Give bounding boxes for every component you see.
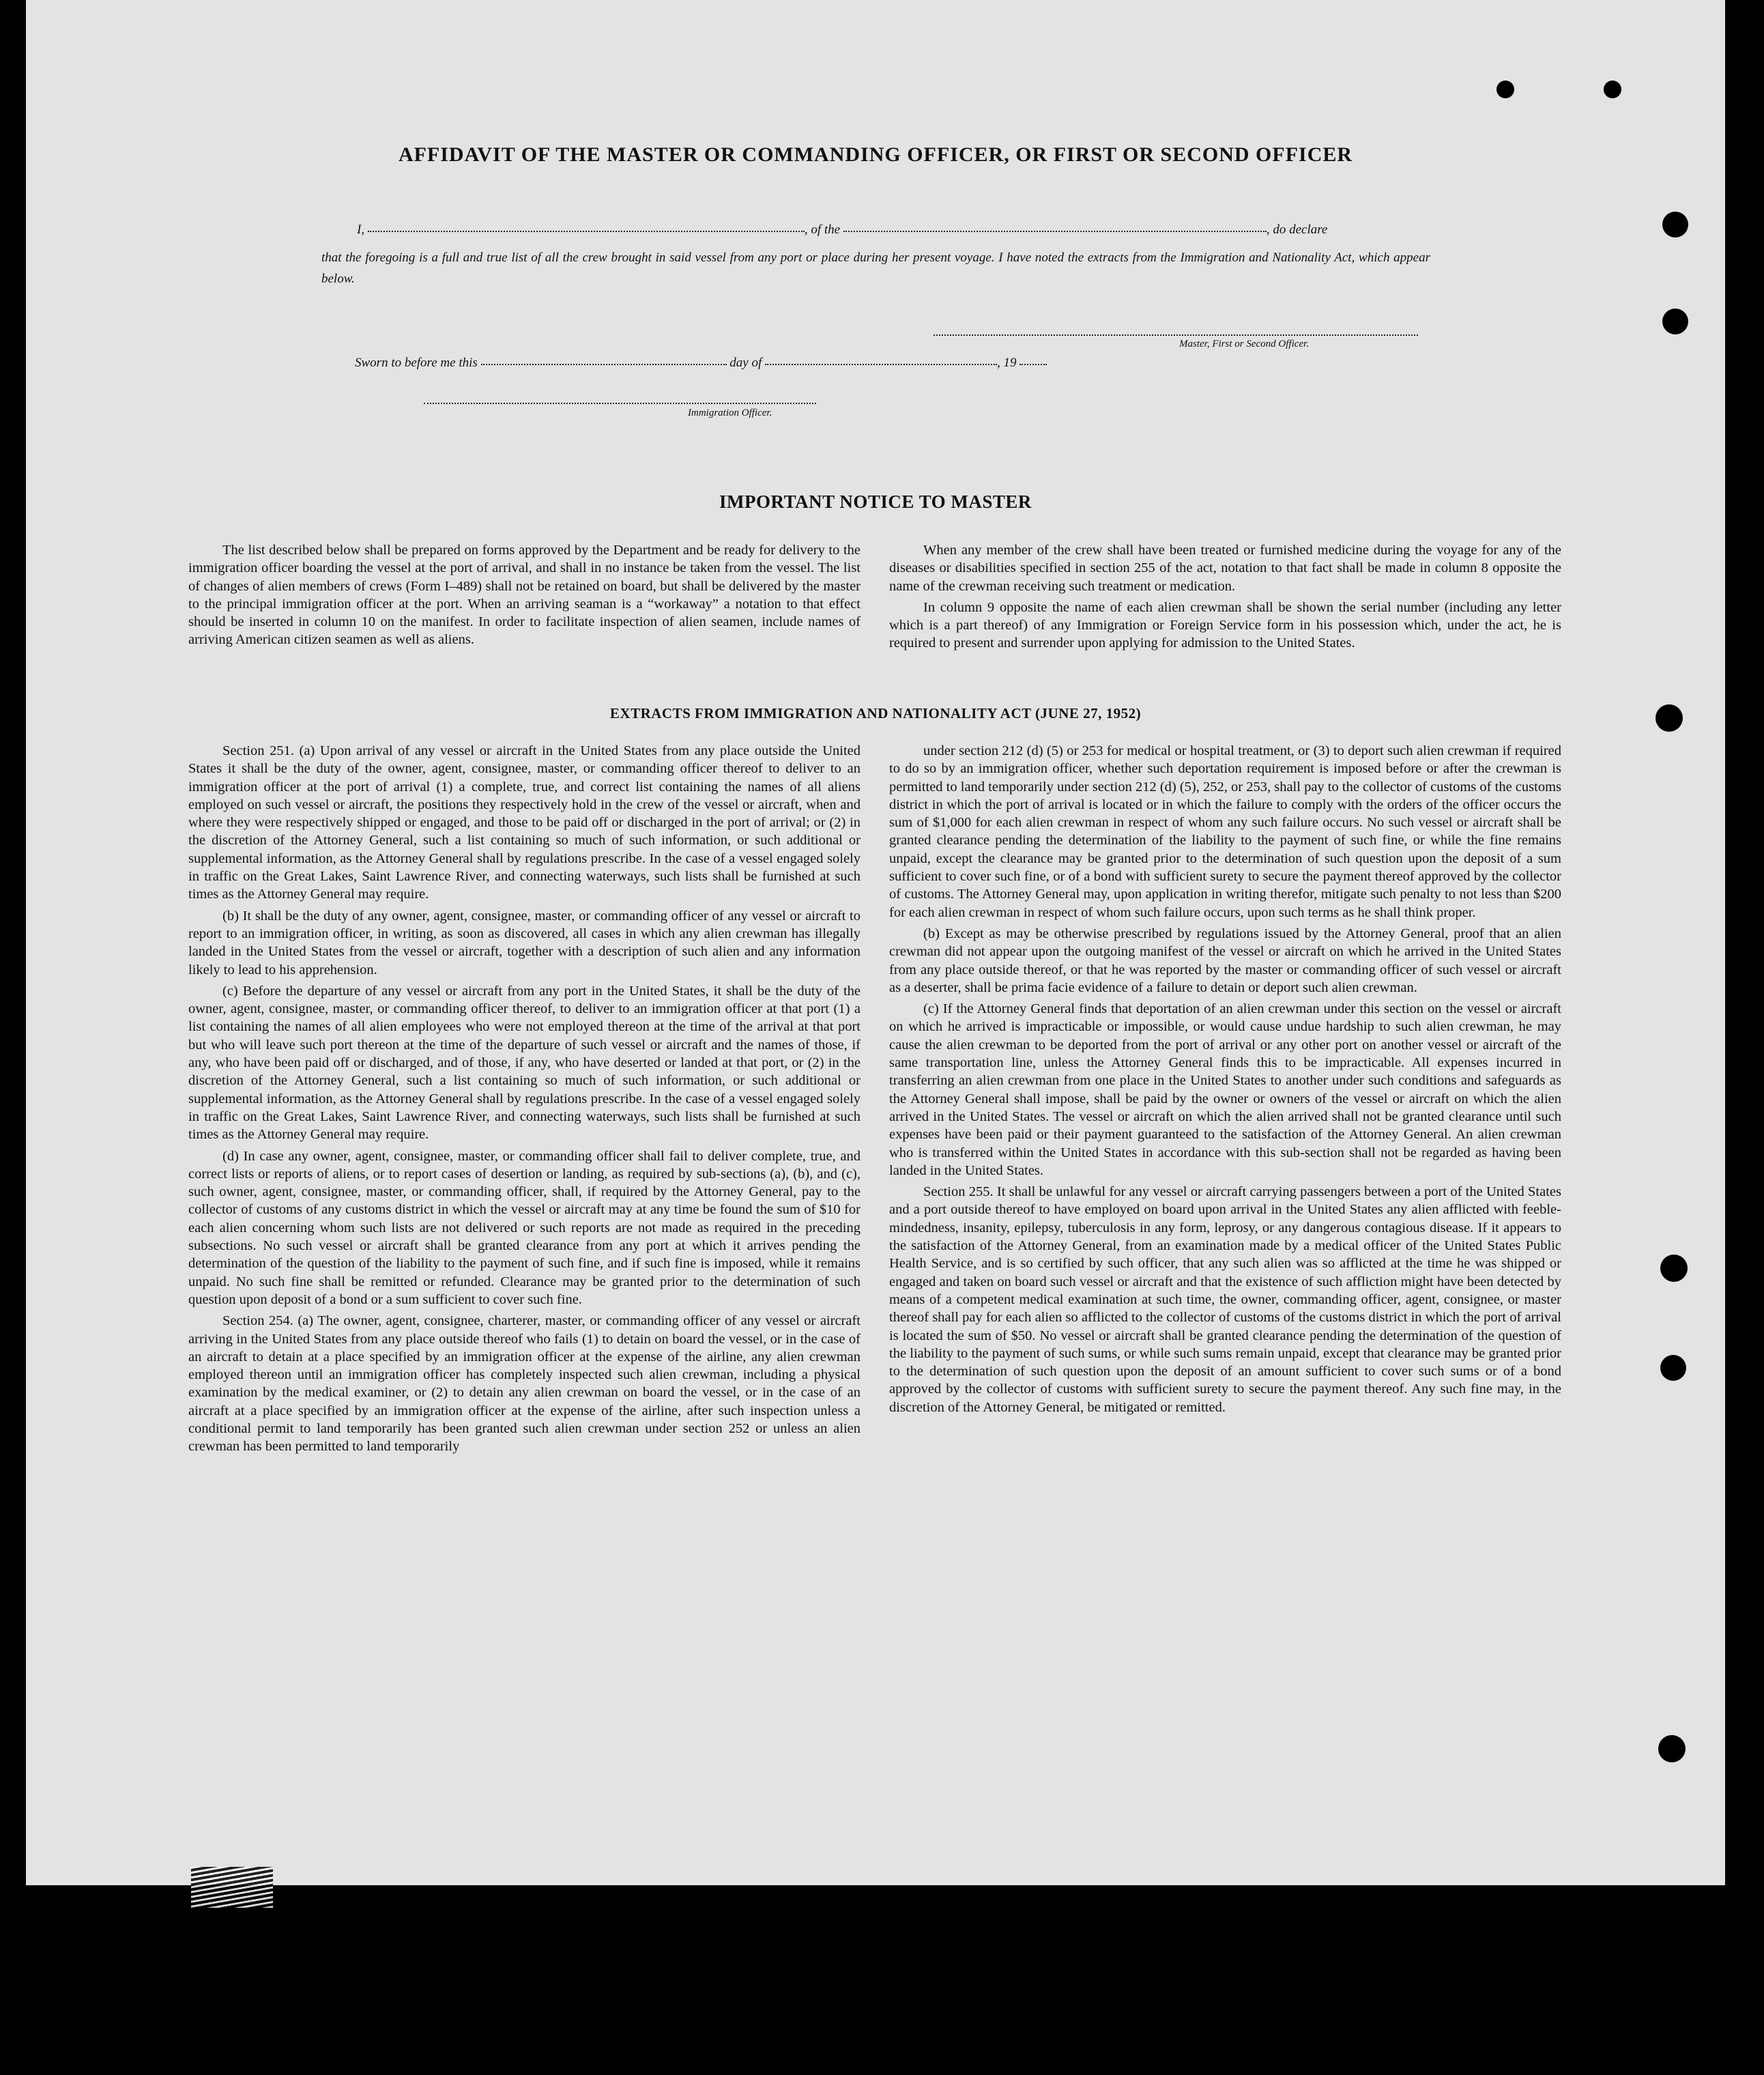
extract-paragraph: (b) It shall be the duty of any owner, agent, consignee, master, or commanding officer of any vessel or aircraft to report to an immigration officer, in writing, as soon as discovered, all cases in which any alien crewman has illegally landed in the United States from the vessel or aircraft, together with a description of such alien and any information likely to lead to his apprehension. [188, 908, 861, 977]
extracts-right-column [889, 742, 1561, 1420]
punch-hole [1660, 1255, 1688, 1282]
name-field[interactable] [368, 229, 805, 232]
extract-paragraph: Section 255. It shall be unlawful for any vessel or aircraft carrying passengers between a port of the United States and a port outside thereof to have employed on board upon arrival in the United States any alien afflicted with feeble-mindedness, insanity, epilepsy, tuberculosis in any form, leprosy, or any dangerous contagious disease. If it appears to the satisfaction of the Attorney General, from an examination made by a medical officer of the United States Public Health Service, and is so certified by such officer, that any such alien was so afflicted at the time he was shipped or engaged and taken on board such vessel or aircraft and that the existence of such affliction might have been detected by means of a competent medical examination at such time, the owner, commanding officer, agent, consignee, or master thereof shall pay for each alien so afflicted to the collector of customs of the customs district in which the port of arrival is located the sum of $50. No vessel or aircraft shall be granted clearance pending the determination of the question of the liability to the payment of such sums, or while such sums remain unpaid, except that clearance may be granted prior to the determination of such question upon the deposit of an amount sufficient to cover such sums or of a bond approved by the collector of customs with sufficient surety to secure the payment thereof. Any such fine may, in the discretion of the Attorney General, be mitigated or remitted. [889, 1184, 1561, 1415]
extract-paragraph: (d) In case any owner, agent, consignee, master, or commanding officer shall fail to deliver complete, true, and correct lists or reports of aliens, or to report cases of desertion or landing, as required by sub-sections (a), (b), and (c), such owner, agent, consignee, master, or commanding officer, shall, if required by the Attorney General, pay to the collector of customs of any customs district in which the vessel or aircraft may at any time be found the sum of $10 for each alien concerning whom such lists are not delivered or such reports are not made as required in the preceding subsections. No such vessel or aircraft shall be granted clearance from any port at which it arrives pending the determination of the question of the liability to the payment of such fine, and if such fine is imposed, while it remains unpaid. No such fine shall be remitted or refunded. Clearance may be granted prior to the determination of such question upon deposit of a bond or a sum sufficient to cover such fine. [188, 1148, 861, 1307]
sworn-label: Sworn to before me this [355, 356, 478, 370]
notice-right-column [889, 541, 1561, 656]
immigration-officer-signature-line[interactable] [424, 403, 816, 404]
notice-paragraph: When any member of the crew shall have been treated or furnished medicine during the voyage for any of the diseases or disabilities specified in section 255 of the act, notation to that fact shall be made in column 8 opposite the name of the crewman receiving such treatment or medication. [889, 543, 1561, 594]
year-label: , 19 [997, 356, 1017, 370]
extract-paragraph: under section 212 (d) (5) or 253 for medical or hospital treatment, or (3) to deport such alien crewman if required to do so by an immigration officer, whether such deportation requirement is imposed before or after the crewman is permitted to land temporarily under section 212 (d) (5), 252, or 253, shall pay to the collector of customs of the customs district in which the port of arrival is located or in which the failure to comply with the orders of the officer occurs the sum of $1,000 for each alien crewman in respect of whom any such failure occurs. No such vessel or aircraft shall be granted clearance pending the determination of the liability to the payment of such fine, or while the fine remains unpaid, except the clearance may be granted prior to the determination of such question upon the deposit of a sum sufficient to cover such fine, or of a bond with sufficient surety to secure the payment thereof approved by the collector of customs. The Attorney General may, upon application in writing therefor, mitigate such penalty to not less than $200 for each alien crewman in respect of whom such failure occurs, upon such terms as he shall think proper. [889, 743, 1561, 920]
of-the-label: , of the [804, 223, 841, 237]
i-label: I, [357, 223, 365, 237]
extract-paragraph: (c) If the Attorney General finds that deportation of an alien crewman under this section on the vessel or aircraft on which he arrived is impracticable or impossible, or would cause undue hardship to such alien crewman, he may cause the alien crewman to be deported from the port of arrival or any other port on another vessel or aircraft of the same transportation line, unless the Attorney General finds this to be impracticable. All expenses incurred in transferring an alien crewman from one place in the United States to another under such conditions and safeguards as the Attorney General shall impose, shall be paid by the owner or owners of the vessel or aircraft on which the alien arrived in the United States. The vessel or aircraft on which the alien arrived shall not be granted clearance until such expenses have been paid or their payment guaranteed to the satisfaction of the Attorney General. An alien crewman who is transferred within the United States in accordance with this sub-section shall not be regarded as having been landed in the United States. [889, 1001, 1561, 1178]
master-signature-line[interactable] [934, 334, 1418, 336]
punch-hole [1662, 212, 1688, 238]
extract-paragraph: Section 254. (a) The owner, agent, consignee, charterer, master, or commanding officer of any vessel or aircraft arriving in the United States from any place outside thereof who fails (1) to detain on board the vessel, or in the case of an aircraft to detain at a place specified by an immigration officer at the expense of the airline, any alien crewman employed thereon until an immigration officer has completely inspected such alien crewman, including a physical examination by the medical examiner, or (2) to detain any alien crewman on board the vessel, or in the case of an aircraft at a place specified by an immigration officer at the expense of the airline, after such inspection unless a conditional permit to land temporarily has been granted such alien crewman under section 252 or unless an alien crewman has been permitted to land temporarily [188, 1313, 861, 1455]
notice-paragraph: The list described below shall be prepared on forms approved by the Department and be ready for delivery to the immigration officer boarding the vessel at the port of arrival, and shall in no instance be taken from the vessel. The list of changes of alien members of crews (Form I–489) shall not be retained on board, but shall be delivered by the master to the principal immigration officer at the port. When an arriving seaman is a “workaway” a notation to that effect should be inserted in column 10 on the manifest. In order to facilitate inspection of alien seamen, include names of arriving American citizen seamen as well as aliens. [188, 543, 861, 648]
extract-paragraph: (c) Before the departure of any vessel or aircraft from any port in the United States, it shall be the duty of the owner, agent, consignee, master, or commanding officer thereof, to deliver to an immigration officer at that port (1) a list containing the names of all alien employees who were not employed thereon at the time of the arrival at that port but who will leave such port thereon at the time of the departure of such vessel or aircraft and the names of those, if any, who have been paid off or discharged, and of those, if any, who have deserted or landed at that port, or (2) in the discretion of the Attorney General, such a list containing so much of such information, or such additional or supplemental information, as the Attorney General shall by regulations prescribe. In the case of a vessel engaged solely in traffic on the Great Lakes, Saint Lawrence River, and connecting waterways, such lists shall be furnished at such times as the Attorney General may require. [188, 983, 861, 1143]
sworn-day-field[interactable] [481, 362, 727, 365]
notice-paragraph: In column 9 opposite the name of each alien crewman shall be shown the serial number (including any letter which is a part thereof) of any Immigration or Foreign Service form in his possession which, under the act, he is required to present and surrender upon applying for admission to the United States. [889, 599, 1561, 651]
notice-left-column [188, 541, 861, 653]
vessel-field[interactable] [843, 229, 1267, 232]
declaration-line [357, 223, 1327, 238]
punch-hole [1658, 1735, 1686, 1762]
punch-hole [1662, 309, 1688, 334]
immigration-officer-label: Immigration Officer. [688, 407, 772, 418]
extract-paragraph: Section 251. (a) Upon arrival of any vessel or aircraft in the United States from any place outside the United States it shall be the duty of the owner, agent, consignee, master, or commanding officer thereof to deliver to an immigration officer at the port of arrival (1) a complete, true, and correct list containing the names of all aliens employed on such vessel or aircraft, the positions they respectively hold in the crew of the vessel or aircraft, when and where they were respectively shipped or engaged, and those to be paid off or discharged in the port of arrival; or (2) in the discretion of the Attorney General, such a list containing so much of such information, or such additional or supplemental information, as the Attorney General shall by regulations prescribe. In the case of a vessel engaged solely in traffic on the Great Lakes, Saint Lawrence River, and connecting waterways, such lists shall be furnished at such times as the Attorney General may require. [188, 743, 861, 902]
extracts-title: EXTRACTS FROM IMMIGRATION AND NATIONALITY ACT (JUNE 27, 1952) [609, 705, 1142, 721]
sworn-month-field[interactable] [765, 362, 997, 365]
day-of-label: day of [729, 356, 762, 370]
affidavit-title: AFFIDAVIT OF THE MASTER OR COMMANDING OFFICER, OR FIRST OR SECOND OFFICER [398, 143, 1353, 166]
scan-artifact [191, 1867, 273, 1908]
punch-hole [1496, 81, 1514, 98]
affidavit-statement: that the foregoing is a full and true list of all the crew brought in said vessel from any port or place during her present voyage. I have noted the extracts from the Immigration and Nationality Act, which appear below. [321, 251, 1430, 286]
extract-paragraph: (b) Except as may be otherwise prescribed by regulations issued by the Attorney General, proof that an alien crewman did not appear upon the outgoing manifest of the vessel or aircraft on which he arrived in the United States from any place outside thereof, or that he was reported by the master or commanding officer of such vessel or aircraft as a deserter, shall be prima facie evidence of a failure to detain or deport such alien crewman. [889, 926, 1561, 995]
master-signature-label: Master, First or Second Officer. [1179, 339, 1309, 349]
sworn-year-field[interactable] [1020, 362, 1047, 365]
notice-title: IMPORTANT NOTICE TO MASTER [719, 491, 1032, 512]
declare-label: , do declare [1266, 223, 1328, 237]
extracts-left-column [188, 742, 861, 1459]
sworn-line [355, 356, 1047, 371]
punch-hole [1604, 81, 1621, 98]
punch-hole [1660, 1355, 1686, 1381]
form-page [26, 0, 1725, 1885]
